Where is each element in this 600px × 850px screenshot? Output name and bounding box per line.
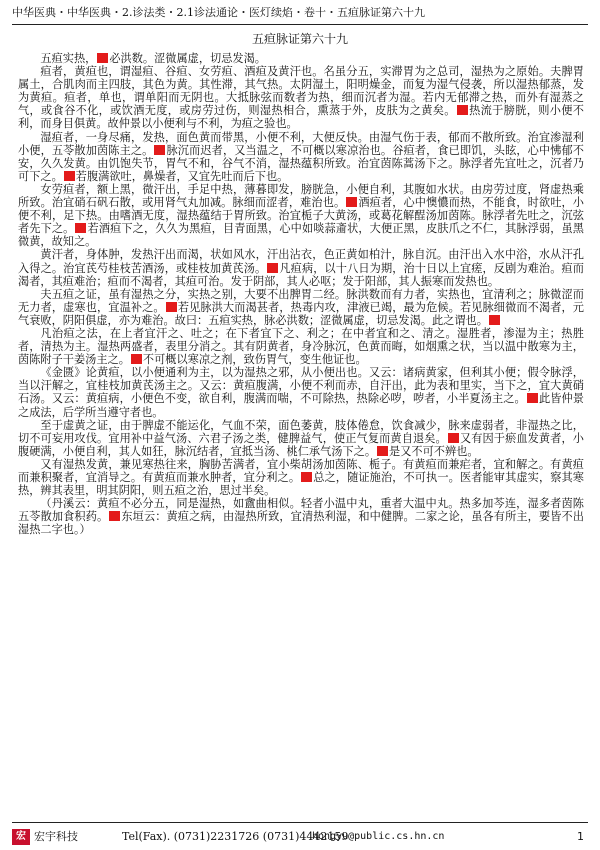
red-highlight-mark [489,315,500,325]
red-highlight-mark [267,263,278,273]
paragraph: （丹溪云：黄疸不必分五，同是湿热，如盦曲相似。轻者小温中丸，重者大温中丸。热多加芩连，湿多者茵陈五苓散加食积药。 东垣云：黄疸之病，由湿热所致，宜清热利湿，和中健脾。二家之论，虽各有所主，要皆不出湿热二字也。） [18,497,584,537]
paragraph: 五疸实热， 必洪数。涩微属虚，切忌发渴。 [40,52,266,65]
header-divider [12,24,588,25]
body-text [18,52,584,814]
company-logo: 宏 [12,829,30,845]
page-title: 五疸脉证第六十九 [251,32,348,46]
red-highlight-mark [448,433,459,443]
red-highlight-mark [131,354,142,364]
paragraph: 女劳疸者，额上黑，微汗出，手足中热，薄暮即发，膀胱急，小便自利，其腹如水状。由房劳过度，肾虚热乘所致。治宜硝石矾石散，或用肾气丸加减。脉细而涩者，难治也。 酒疸者，心中懊憹而热，不能食，时欲吐，小便不利，足下热。由嗜酒无度，湿热蕴结于胃所致。治宜栀子大黄汤，或葛花解酲汤加茵陈。脉浮者先吐之，沉弦者先下之。 若酒疸下之，久久为黑疸，目青面黑，心中如啖蒜齑状，大便正黑，皮肤爪之不仁，其脉浮弱，虽黑微黄，故知之。 [18,182,584,249]
paragraph: 疸者，黄疸也，谓湿疸、谷疸、女劳疸、酒疸及黄汗也。名虽分五，实滞胃为之总司，湿热为之原始。夫脾胃属土，合肌肉而主四肢，其色为黄。其性滞，其气热。太阴湿土，阳明燥金，而复为湿气侵袭，所以湿热郁蒸，发为黄疸。疸者，单也，谓单阳而无阴也。大抵脉弦而数者为热，细而沉者为湿。若内无郁滞之热，而外有湿蒸之气，或食谷不化，或饮酒无度，或房劳过伤，则湿热相合，熏蒸于外，皮肤为之黄矣。 热流于膀胱，则小便不利，而身目俱黄。故仲景以小便利与不利，为疸之验也。 [18,65,584,131]
red-highlight-mark [166,302,177,312]
red-highlight-mark [154,145,165,155]
red-highlight-mark [301,472,312,482]
footer-divider [12,822,588,823]
paragraph: 凡治疸之法，在上者宜汗之、吐之；在下者宜下之、利之；在中者宜和之、清之。湿胜者，渗湿为主；热胜者，清热为主。湿热两盛者，表里分消之。其有阴黄者，身冷脉沉，色黄而晦，如烟熏之状，当以温中散寒为主，茵陈附子干姜汤主之。 不可概以寒凉之剂，致伤胃气，变生他证也。 [18,326,584,367]
red-highlight-mark [377,446,388,456]
contact-phone: Tel(Fax). (0731)2231726 (0731)4442159 [122,830,349,843]
breadcrumb: 中华医典・中华医典・2.诊法类・2.1诊法通论・医灯续焰・卷十・五疸脉证第六十九 [12,6,425,19]
red-highlight-mark [457,105,468,115]
paragraph: 夫五疸之证，虽有湿热之分，实热之别，大要不出脾胃二经。脉洪数而有力者，实热也，宜清利之；脉微涩而无力者，虚寒也，宜温补之。 若见脉洪大而渴甚者，热毒内攻，津液已竭，最为危候。若见脉细微而不渴者，元气衰败，阴阳俱虚，亦为难治。故曰：五疸实热，脉必洪数；涩微属虚，切忌发渴。此之谓也。 [18,287,584,327]
contact-email[interactable]: hongyu@public.cs.hn.cn [312,831,445,842]
paragraph: 至于虚黄之证，由于脾虚不能运化，气血不荣，面色萎黄，肢体倦怠，饮食减少，脉来虚弱者，非湿热之比，切不可妄用攻伐。宜用补中益气汤、六君子汤之类，健脾益气，使正气复而黄自退矣。 又有因于瘀血发黄者，小腹硬满，小便自利，其人如狂，脉沉结者，宜抵当汤、桃仁承气汤下之。 是又不可不辨也。 [18,418,584,458]
red-highlight-mark [527,393,538,403]
paragraph: 湿疸者，一身尽痛，发热，面色黄而带黑，小便不利，大便反快。由湿气伤于表，郁而不散所致。治宜渗湿利小便，五苓散加茵陈主之。 脉沉而迟者，又当温之，不可概以寒凉治也。谷疸者，食已即饥，头眩，心中怫郁不安，久久发黄。由饥饱失节，胃气不和，谷气不消，湿热蕴积所致。治宜茵陈蒿汤下之。脉浮者先宜吐之，沉者乃可下之。 若腹满欲吐，鼻燥者，又宜先吐而后下也。 [18,130,584,183]
red-highlight-mark [75,223,86,233]
page-number: 1 [577,830,584,843]
red-highlight-mark [346,197,357,207]
red-highlight-mark [97,53,108,63]
paragraph: 《金匮》论黄疸，以小便通利为主，以为湿热之邪，从小便出也。又云：诸病黄家，但利其小便；假令脉浮，当以汗解之，宜桂枝加黄芪汤主之。又云：黄疸腹满，小便不利而赤，自汗出，此为表和里实，当下之，宜大黄硝石汤。又云：黄疸病，小便色不变，欲自利，腹满而喘，不可除热，热除必哕，哕者，小半夏汤主之。 此皆仲景之成法，后学所当遵守者也。 [18,366,584,419]
paragraph: 黄汗者，身体肿，发热汗出而渴，状如风水，汗出沾衣，色正黄如柏汁，脉自沉。由汗出入水中浴，水从汗孔入得之。治宜芪芍桂枝苦酒汤，或桂枝加黄芪汤。 凡疸病，以十八日为期，治十日以上宜瘥，反剧为难治。疸而渴者，其疸难治；疸而不渴者，其疸可治。发于阴部，其人必呕；发于阳部，其人振寒而发热也。 [18,248,584,288]
company-name: 宏宇科技 [34,830,78,843]
red-highlight-mark [64,171,75,181]
paragraph: 又有湿热发黄，兼见寒热往来，胸胁苦满者，宜小柴胡汤加茵陈、栀子。有黄疸而兼疟者，宜和解之。有黄疸而兼积聚者，宜消导之。有黄疸而兼水肿者，宜分利之。 总之，随证施治，不可执一。医者能审其虚实，察其寒热，辨其表里，明其阴阳，则五疸之治，思过半矣。 [18,457,584,498]
footer [12,828,588,846]
red-highlight-mark [109,511,120,521]
